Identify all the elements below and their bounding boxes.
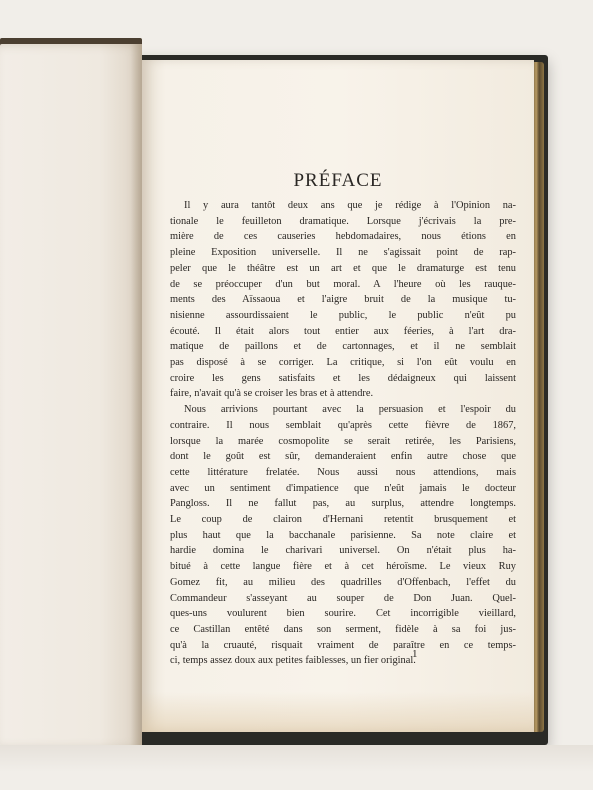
text-line: croire les gens satisfaits et les dédaigneux qui laissent — [170, 372, 516, 384]
body-text — [170, 198, 516, 669]
text-line: Pangloss. Il ne fallut pas, au surplus, attendre longtemps. — [170, 498, 516, 510]
text-line: de se préoccuper d'un but moral. A l'heure où les rauque- — [170, 278, 516, 290]
text-line: pas disposé à se corriger. La critique, si l'on eût voulu en — [170, 357, 516, 369]
text-line: contraire. Il nous semblait qu'après cette fièvre de 1867, — [170, 419, 516, 431]
text-line: ci, temps assez doux aux petites faiblesses, un fier original. — [170, 655, 416, 667]
text-line: lorsque la marée cosmopolite se serait retirée, les Parisiens, — [170, 435, 516, 447]
text-line: nisienne assourdissaient le public, le public n'eût pu — [170, 309, 516, 321]
text-line: peler que le théâtre est un art et que le dramaturge est tenu — [170, 262, 516, 274]
text-line: Gomez fit, au milieu des quadrilles d'Offenbach, l'effet du — [170, 576, 516, 588]
table-surface — [0, 745, 593, 790]
text-line: cette littérature frelatée. Nous aussi nous attendions, mais — [170, 466, 516, 478]
text-line: dont le goût est sûr, demanderaient enfin autre chose que — [170, 451, 516, 463]
text-line: Le coup de clairon d'Hernani retentit brusquement et — [170, 514, 516, 526]
text-line: hardie domina le charivari universel. On n'était plus ha- — [170, 545, 516, 557]
text-line: qu'à la cruauté, risquait vraiment de paraître en ce temps- — [170, 639, 516, 651]
page-title: PRÉFACE — [293, 170, 383, 191]
text-line: Nous arrivions pourtant avec la persuasion et l'espoir du — [184, 404, 516, 416]
page-number: 1 — [412, 648, 418, 660]
text-line: pleine Exposition universelle. Il ne s'agissait point de rap- — [170, 247, 516, 259]
text-line: avec un sentiment d'impatience que n'eût jamais le docteur — [170, 482, 516, 494]
text-line: mière de ces causeries hebdomadaires, nous étions en — [170, 231, 516, 243]
text-line: ce Castillan entêté dans son serment, fidèle à sa foi jus- — [170, 623, 516, 635]
text-line: plus haut que la bacchanale parisienne. Sa note claire et — [170, 529, 516, 541]
text-line: ques-uns voulurent bien sourire. Cet incorrigible vieillard, — [170, 608, 516, 620]
text-line: matique de paillons et de cartonnages, et il ne semblait — [170, 341, 516, 353]
page-foxing — [142, 692, 534, 732]
text-line: ments des Aïssaoua et l'aigre bruit de la musique tu- — [170, 294, 516, 306]
text-line: faire, n'avait qu'à se croiser les bras et à attendre. — [170, 388, 374, 400]
text-line: écouté. Il était alors tout entier aux féeries, à l'art dra- — [170, 325, 516, 337]
text-line: bitué à cette langue fière et à cet héroïsme. Le vieux Ruy — [170, 561, 516, 573]
left-page — [0, 44, 142, 749]
text-line: Il y aura tantôt deux ans que je rédige à l'Opinion na- — [184, 200, 516, 211]
text-line: tionale le feuilleton dramatique. Lorsque j'écrivais la pre- — [170, 215, 516, 227]
text-line: Commandeur s'asseyant au souper de Don Juan. Quel- — [170, 592, 516, 604]
